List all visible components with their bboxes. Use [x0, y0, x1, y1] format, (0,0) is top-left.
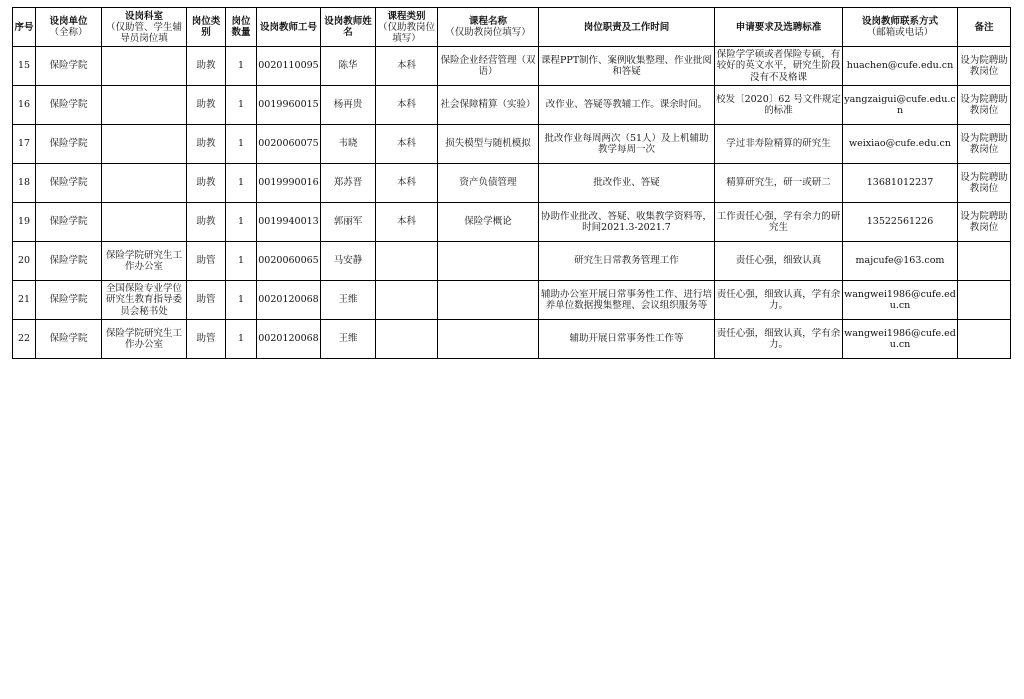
cell-duties-text: 研究生日常教务管理工作: [574, 255, 679, 267]
cell-course-type: 本科: [376, 164, 438, 203]
cell-contact: weixiao@cufe.edu.cn: [843, 125, 958, 164]
cell-post-type: 助教: [187, 47, 226, 86]
cell-seq: 20: [13, 242, 36, 281]
cell-unit: 保险学院: [36, 281, 102, 320]
cell-requirements-text: 精算研究生，研一或研二: [726, 177, 831, 189]
cell-count: 1: [226, 86, 257, 125]
cell-duties-text: 辅助办公室开展日常事务性工作、进行培养单位数据搜集整理、会议组织服务等: [540, 288, 712, 311]
header-course-type: [376, 8, 438, 47]
cell-course-name: [438, 281, 539, 320]
cell-course-name: 资产负债管理: [438, 164, 539, 203]
cell-teacher-name: 王维: [321, 320, 376, 359]
cell-course-name: 保险学概论: [438, 203, 539, 242]
cell-duties: [539, 86, 715, 125]
cell-remarks: [958, 320, 1011, 359]
cell-office: [102, 47, 187, 86]
cell-post-type: 助管: [187, 281, 226, 320]
cell-contact: 13681012237: [843, 164, 958, 203]
cell-teacher-name: 杨再贵: [321, 86, 376, 125]
cell-teacher-id: 0020110095: [257, 47, 321, 86]
cell-duties-text: 协助作业批改、答疑、收集教学资料等，时间2021.3-2021.7: [540, 210, 712, 233]
cell-duties-text: 改作业、答疑等教辅工作。课余时间。: [545, 99, 708, 111]
cell-course-type: [376, 242, 438, 281]
cell-duties: [539, 281, 715, 320]
cell-teacher-id: 0020120068: [257, 320, 321, 359]
cell-seq: 15: [13, 47, 36, 86]
cell-requirements-text: 责任心强，细致认真: [735, 255, 822, 267]
cell-teacher-name: 韦晓: [321, 125, 376, 164]
table-row: [13, 242, 1011, 281]
header-course-name-title: 课程名称: [468, 16, 507, 27]
cell-requirements: [715, 125, 843, 164]
header-duties: [539, 8, 715, 47]
table-row: [13, 125, 1011, 164]
header-remarks: [958, 8, 1011, 47]
header-course-name-note: （仅助教岗位填写）: [445, 27, 531, 38]
cell-requirements: [715, 320, 843, 359]
cell-requirements: [715, 281, 843, 320]
header-duties-title: 岗位职责及工作时间: [583, 21, 670, 33]
header-teacher-name-title: 设岗教师姓名: [324, 16, 372, 38]
cell-requirements: [715, 242, 843, 281]
header-teacher-id-title: 设岗教师工号: [259, 21, 317, 33]
cell-requirements-text: 责任心强，细致认真，学有余力。: [716, 327, 841, 350]
header-unit: [36, 8, 102, 47]
cell-teacher-name: 郭丽军: [321, 203, 376, 242]
cell-unit: 保险学院: [36, 86, 102, 125]
cell-unit: 保险学院: [36, 320, 102, 359]
cell-duties: [539, 242, 715, 281]
header-row: [13, 8, 1011, 47]
cell-post-type: 助教: [187, 125, 226, 164]
cell-requirements-text: 保险学学硕或者保险专硕，有较好的英文水平，研究生阶段没有不及格课: [716, 48, 841, 83]
cell-duties-text: 辅助开展日常事务性工作等: [569, 333, 684, 345]
cell-unit: 保险学院: [36, 203, 102, 242]
cell-office: [102, 86, 187, 125]
header-course-type-title: 课程类别: [387, 10, 426, 22]
cell-requirements-text: 工作责任心强，学有余力的研究生: [716, 210, 841, 233]
cell-count: 1: [226, 320, 257, 359]
header-requirements-title: 申请要求及选聘标准: [735, 21, 822, 33]
cell-duties: [539, 47, 715, 86]
cell-post-type: 助教: [187, 203, 226, 242]
cell-seq: 19: [13, 203, 36, 242]
header-requirements: [715, 8, 843, 47]
cell-seq: 22: [13, 320, 36, 359]
table-header: [13, 8, 1011, 47]
table-row: [13, 281, 1011, 320]
cell-remarks: 设为院聘助教岗位: [958, 86, 1011, 125]
cell-course-type: [376, 320, 438, 359]
cell-teacher-id: 0019960015: [257, 86, 321, 125]
header-course-name: [438, 8, 539, 47]
cell-contact: majcufe@163.com: [843, 242, 958, 281]
cell-count: 1: [226, 125, 257, 164]
header-seq-title: 序号: [14, 21, 34, 33]
cell-contact: 13522561226: [843, 203, 958, 242]
cell-duties-text: 批改作业、答疑: [593, 177, 660, 189]
header-remarks-title: 备注: [974, 21, 994, 33]
header-contact-note: （邮箱或电话）: [866, 27, 934, 38]
cell-course-type: 本科: [376, 86, 438, 125]
cell-office-text: 全国保险专业学位研究生教育指导委员会秘书处: [105, 282, 182, 317]
cell-remarks: [958, 281, 1011, 320]
header-course-type-note: （仅助教岗位填写）: [377, 21, 435, 44]
header-count-title: 岗位数量: [231, 16, 251, 38]
cell-teacher-id: 0020120068: [257, 281, 321, 320]
cell-teacher-id: 0019990016: [257, 164, 321, 203]
cell-post-type: 助管: [187, 320, 226, 359]
cell-contact: huachen@cufe.edu.cn: [843, 47, 958, 86]
cell-seq: 16: [13, 86, 36, 125]
cell-seq: 17: [13, 125, 36, 164]
header-contact: [843, 8, 958, 47]
header-unit-note: （全称）: [49, 27, 88, 38]
header-post-type-title: 岗位类别: [191, 16, 221, 38]
header-seq: [13, 8, 36, 47]
cell-requirements-text: 责任心强，细致认真，学有余力。: [716, 288, 841, 311]
header-teacher-id: [257, 8, 321, 47]
cell-remarks: 设为院聘助教岗位: [958, 125, 1011, 164]
cell-teacher-name: 陈华: [321, 47, 376, 86]
header-office-title: 设岗科室: [124, 10, 163, 22]
cell-requirements-text: 学过非寿险精算的研究生: [726, 138, 831, 150]
cell-teacher-id: 0019940013: [257, 203, 321, 242]
header-office: [102, 8, 187, 47]
table-body: [13, 47, 1011, 359]
cell-remarks: 设为院聘助教岗位: [958, 164, 1011, 203]
cell-office: 保险学院研究生工作办公室: [102, 242, 187, 281]
table-row: [13, 203, 1011, 242]
cell-duties-text: 课程PPT制作、案例收集整理、作业批阅和答疑: [540, 54, 713, 77]
cell-teacher-name: 王维: [321, 281, 376, 320]
cell-contact: wangwei1986@cufe.edu.cn: [843, 320, 958, 359]
cell-course-name: [438, 242, 539, 281]
cell-post-type: 助教: [187, 86, 226, 125]
cell-unit: 保险学院: [36, 242, 102, 281]
cell-course-name: 社会保障精算（实验）: [438, 86, 539, 125]
table-row: [13, 164, 1011, 203]
cell-office: [102, 125, 187, 164]
cell-requirements-text: 校发〔2020〕62 号文件规定的标准: [716, 93, 841, 116]
table-row: [13, 86, 1011, 125]
cell-remarks: 设为院聘助教岗位: [958, 47, 1011, 86]
cell-course-type: 本科: [376, 203, 438, 242]
header-count: [226, 8, 257, 47]
cell-contact: wangwei1986@cufe.edu.cn: [843, 281, 958, 320]
cell-course-type: [376, 281, 438, 320]
cell-course-type: 本科: [376, 47, 438, 86]
header-teacher-name: [321, 8, 376, 47]
cell-office: [102, 203, 187, 242]
cell-unit: 保险学院: [36, 47, 102, 86]
cell-remarks: 设为院聘助教岗位: [958, 203, 1011, 242]
cell-contact: yangzaigui@cufe.edu.cn: [843, 86, 958, 125]
cell-requirements: [715, 164, 843, 203]
cell-unit: 保险学院: [36, 164, 102, 203]
cell-teacher-name: 马安静: [321, 242, 376, 281]
cell-course-name: [438, 320, 539, 359]
cell-post-type: 助教: [187, 164, 226, 203]
table-row: [13, 320, 1011, 359]
cell-duties: [539, 320, 715, 359]
cell-teacher-id: 0020060075: [257, 125, 321, 164]
cell-seq: 18: [13, 164, 36, 203]
cell-count: 1: [226, 47, 257, 86]
cell-duties-text: 批改作业每周两次（51人）及上机辅助教学每周一次: [544, 132, 709, 155]
cell-duties: [539, 125, 715, 164]
cell-requirements: [715, 86, 843, 125]
cell-requirements: [715, 203, 843, 242]
cell-remarks: [958, 242, 1011, 281]
cell-unit: 保险学院: [36, 125, 102, 164]
table-row: [13, 47, 1011, 86]
cell-course-name: 损失模型与随机模拟: [438, 125, 539, 164]
cell-office: 保险学院研究生工作办公室: [102, 320, 187, 359]
cell-course-name: 保险企业经营管理（双语）: [438, 47, 539, 86]
cell-teacher-id: 0020060065: [257, 242, 321, 281]
header-office-note: （仅助管、学生辅导员岗位填: [105, 21, 182, 44]
header-contact-title: 设岗教师联系方式: [861, 16, 938, 27]
cell-requirements: [715, 47, 843, 86]
cell-seq: 21: [13, 281, 36, 320]
cell-duties: [539, 164, 715, 203]
cell-count: 1: [226, 203, 257, 242]
cell-course-type: 本科: [376, 125, 438, 164]
cell-teacher-name: 郑苏晋: [321, 164, 376, 203]
header-unit-title: 设岗单位: [49, 16, 88, 27]
positions-table: [12, 7, 1011, 359]
cell-count: 1: [226, 164, 257, 203]
cell-office: [102, 281, 187, 320]
cell-count: 1: [226, 242, 257, 281]
header-post-type: [187, 8, 226, 47]
cell-office: [102, 164, 187, 203]
cell-post-type: 助管: [187, 242, 226, 281]
cell-count: 1: [226, 281, 257, 320]
cell-duties: [539, 203, 715, 242]
